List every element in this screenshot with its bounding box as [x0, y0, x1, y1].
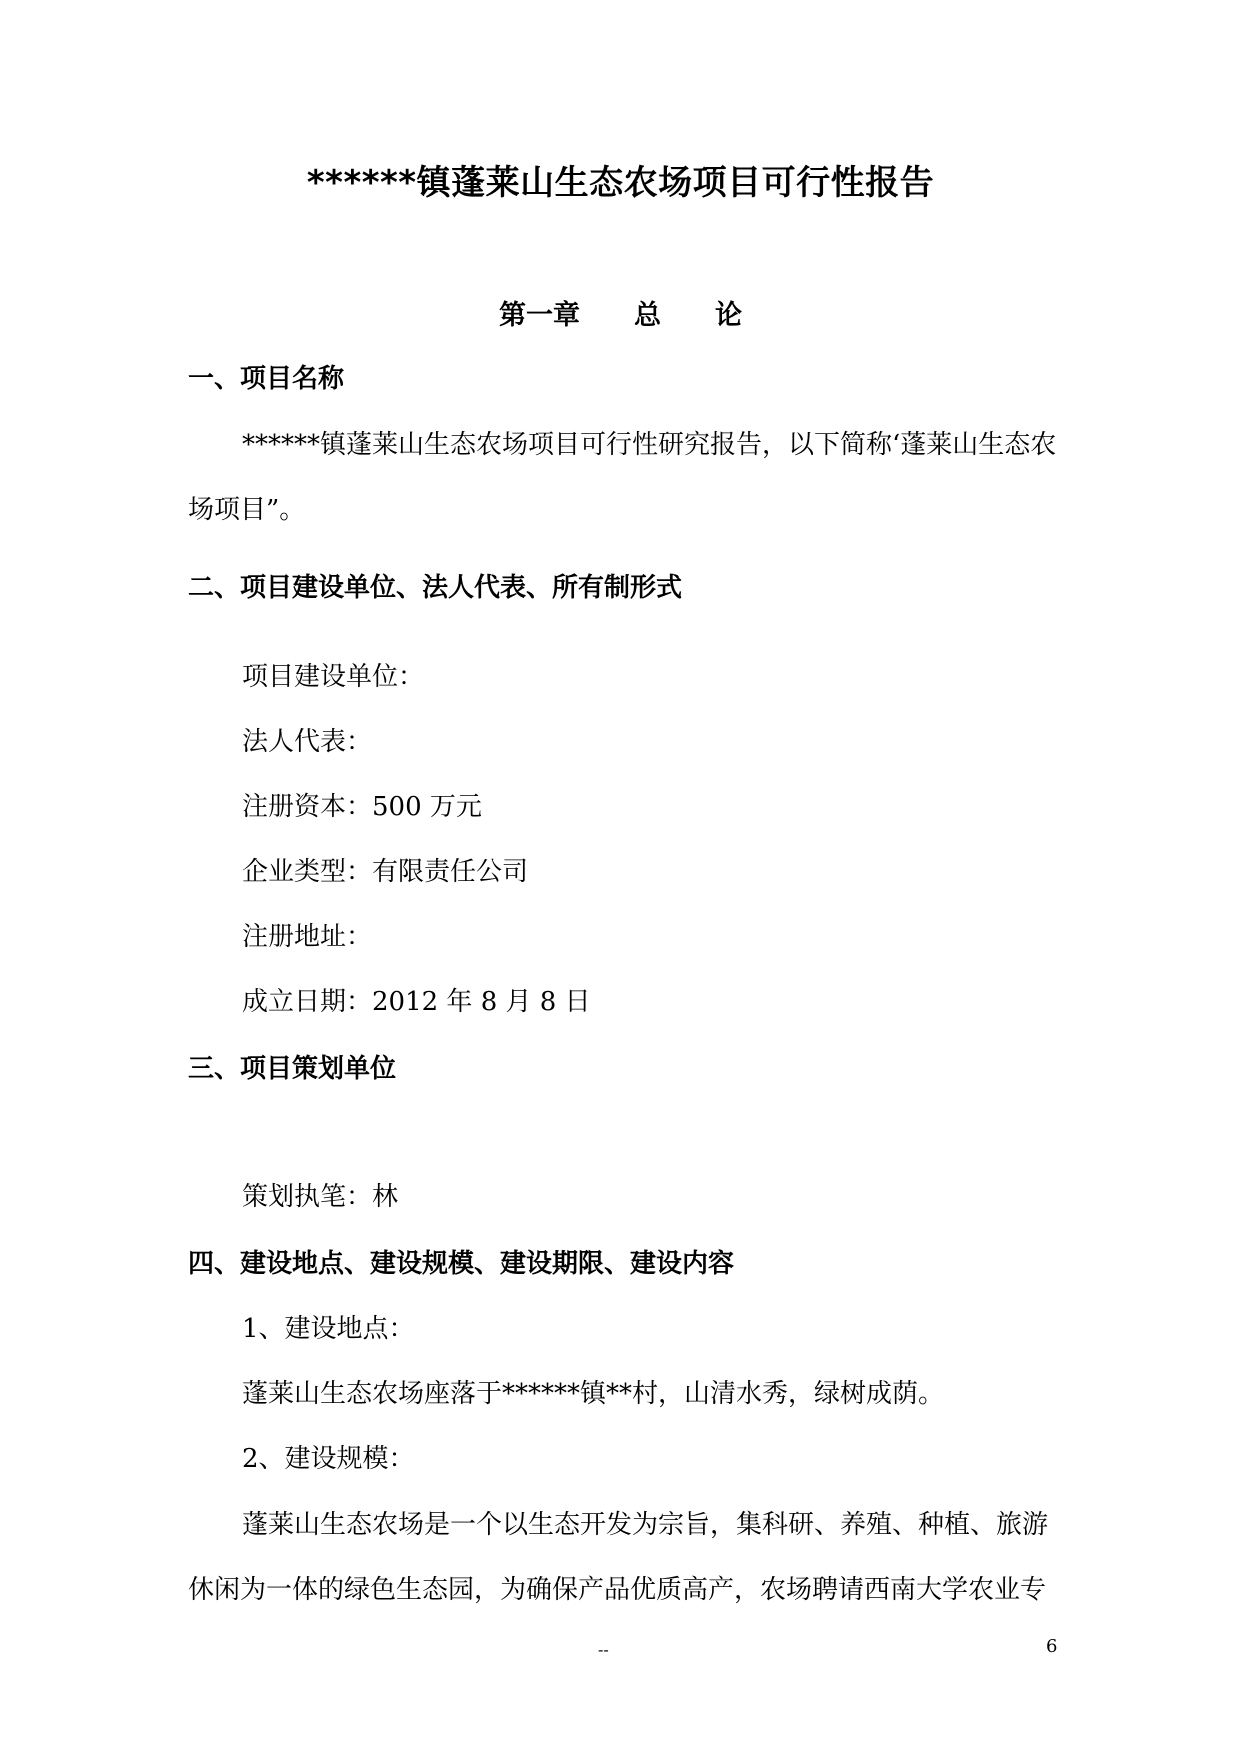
- project-name-paragraph-line-2: 场项目”。: [188, 495, 306, 525]
- chapter-heading: [0, 302, 1241, 329]
- construction-scale-paragraph-line-1: 蓬莱山生态农场是一个以生态开发为宗旨，集科研、养殖、种植、旅游: [242, 1510, 1049, 1540]
- legal-representative-line: 法人代表：: [242, 727, 373, 757]
- footer-dash: --: [598, 1640, 609, 1659]
- chapter-number: 第一章: [499, 300, 580, 331]
- construction-scale-label: 2、建设规模：: [242, 1444, 415, 1474]
- construction-location-text: 蓬莱山生态农场座落于******镇**村，山清水秀，绿树成荫。: [242, 1379, 945, 1409]
- construction-location-label: 1、建设地点：: [242, 1314, 415, 1344]
- registered-address-line: 注册地址：: [242, 922, 373, 952]
- construction-unit-line: 项目建设单位：: [242, 662, 425, 692]
- enterprise-type-line: 企业类型：有限责任公司: [242, 857, 529, 887]
- planning-writer-line: 策划执笔：林: [242, 1182, 399, 1212]
- chapter-title-char-2: 论: [715, 300, 742, 331]
- section-heading-planning-unit: 三、项目策划单位: [188, 1054, 397, 1084]
- registered-capital-line: 注册资本：500 万元: [242, 792, 482, 822]
- construction-scale-paragraph-line-2: 休闲为一体的绿色生态园，为确保产品优质高产，农场聘请西南大学农业专: [188, 1575, 1047, 1605]
- section-heading-project-name: 一、项目名称: [188, 364, 345, 394]
- section-heading-construction-details: 四、建设地点、建设规模、建设期限、建设内容: [188, 1249, 735, 1279]
- section-heading-construction-unit: 二、项目建设单位、法人代表、所有制形式: [188, 573, 683, 603]
- establishment-date-line: 成立日期：2012 年 8 月 8 日: [242, 987, 591, 1017]
- page-number: 6: [1046, 1636, 1058, 1657]
- document-title: ******镇蓬莱山生态农场项目可行性报告: [306, 163, 935, 203]
- chapter-title-char-1: 总: [634, 300, 661, 331]
- project-name-paragraph-line-1: ******镇蓬莱山生态农场项目可行性研究报告，以下简称‘蓬莱山生态农: [242, 430, 1057, 460]
